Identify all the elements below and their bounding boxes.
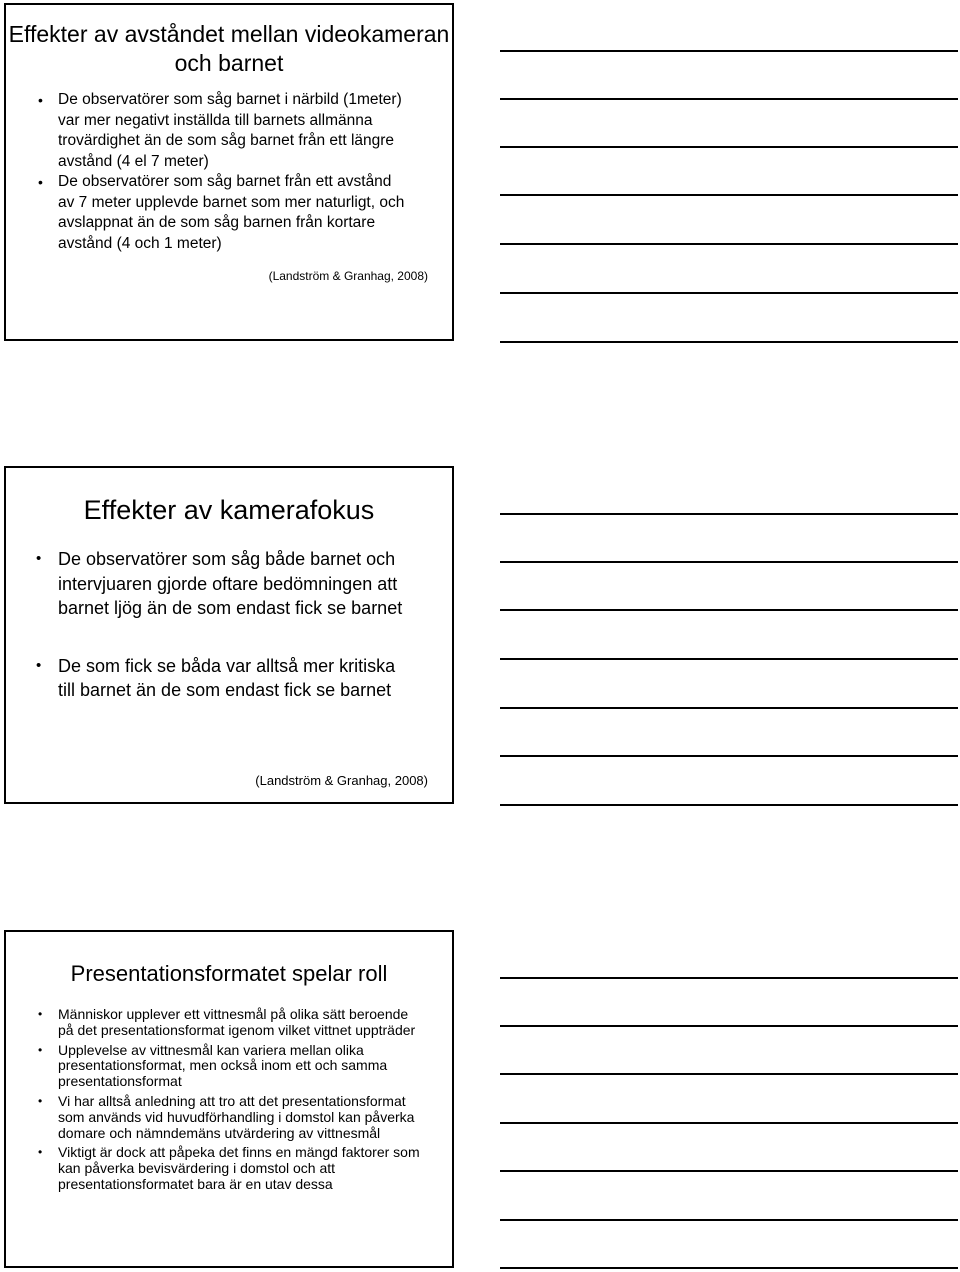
note-line xyxy=(500,561,958,563)
bullet-list xyxy=(6,90,452,254)
citation: (Landström & Granhag, 2008) xyxy=(255,773,428,788)
note-line xyxy=(500,98,958,100)
note-line xyxy=(500,513,958,515)
note-line xyxy=(500,146,958,148)
citation: (Landström & Granhag, 2008) xyxy=(268,269,428,283)
bullet-item: • Upplevelse av vittnesmål kan variera mellan olika presentationsformat, men också inom ett och samma presentationsformat xyxy=(6,1043,452,1090)
note-line xyxy=(500,1219,958,1221)
note-line xyxy=(500,1170,958,1172)
note-line xyxy=(500,1267,958,1269)
bullet-list xyxy=(6,1007,452,1193)
slide-title: Effekter av kamerafokus xyxy=(83,495,375,525)
note-line xyxy=(500,243,958,245)
bullet-item: • Människor upplever ett vittnesmål på olika sätt beroende på det presentationsformat igenom vilket vittnet uppträder xyxy=(6,1007,452,1039)
slide-2 xyxy=(4,466,454,804)
bullet-list xyxy=(6,547,452,703)
slide-title: Presentationsformatet spelar roll xyxy=(70,961,388,986)
bullet-item: • De observatörer som såg både barnet och intervjuaren gjorde oftare bedömningen att barnet ljög än de som endast fick se barnet xyxy=(6,547,452,621)
slide-1 xyxy=(4,3,454,341)
note-line xyxy=(500,755,958,757)
note-line xyxy=(500,194,958,196)
note-line xyxy=(500,658,958,660)
bullet-item: • De observatörer som såg barnet från ett avstånd av 7 meter upplevde barnet som mer naturligt, och avslappnat än de som såg barnen från kortare avstånd (4 och 1 meter) xyxy=(6,172,452,254)
bullet-item: • De som fick se båda var alltså mer kritiska till barnet än de som endast fick se barnet xyxy=(6,654,452,703)
note-line xyxy=(500,707,958,709)
slide-3 xyxy=(4,930,454,1268)
bullet-item: • Vi har alltså anledning att tro att det presentationsformat som används vid huvudförhandling i domstol kan påverka domare och nämndemäns utvärdering av vittnesmål xyxy=(6,1094,452,1141)
note-line xyxy=(500,977,958,979)
bullet-item: • De observatörer som såg barnet i närbild (1meter) var mer negativt inställda till barnets allmänna trovärdighet än de som såg barnet från ett längre avstånd (4 el 7 meter) xyxy=(6,90,452,172)
slide-title: Effekter av avståndet mellan videokameran och barnet xyxy=(8,21,450,76)
note-line xyxy=(500,292,958,294)
bullet-item: • Viktigt är dock att påpeka det finns en mängd faktorer som kan påverka bevisvärdering i domstol och att presentationsformatet bara är en utav dessa xyxy=(6,1145,452,1192)
note-line xyxy=(500,341,958,343)
note-line xyxy=(500,1025,958,1027)
note-line xyxy=(500,50,958,52)
note-line xyxy=(500,1073,958,1075)
note-line xyxy=(500,1122,958,1124)
note-line xyxy=(500,804,958,806)
note-line xyxy=(500,609,958,611)
